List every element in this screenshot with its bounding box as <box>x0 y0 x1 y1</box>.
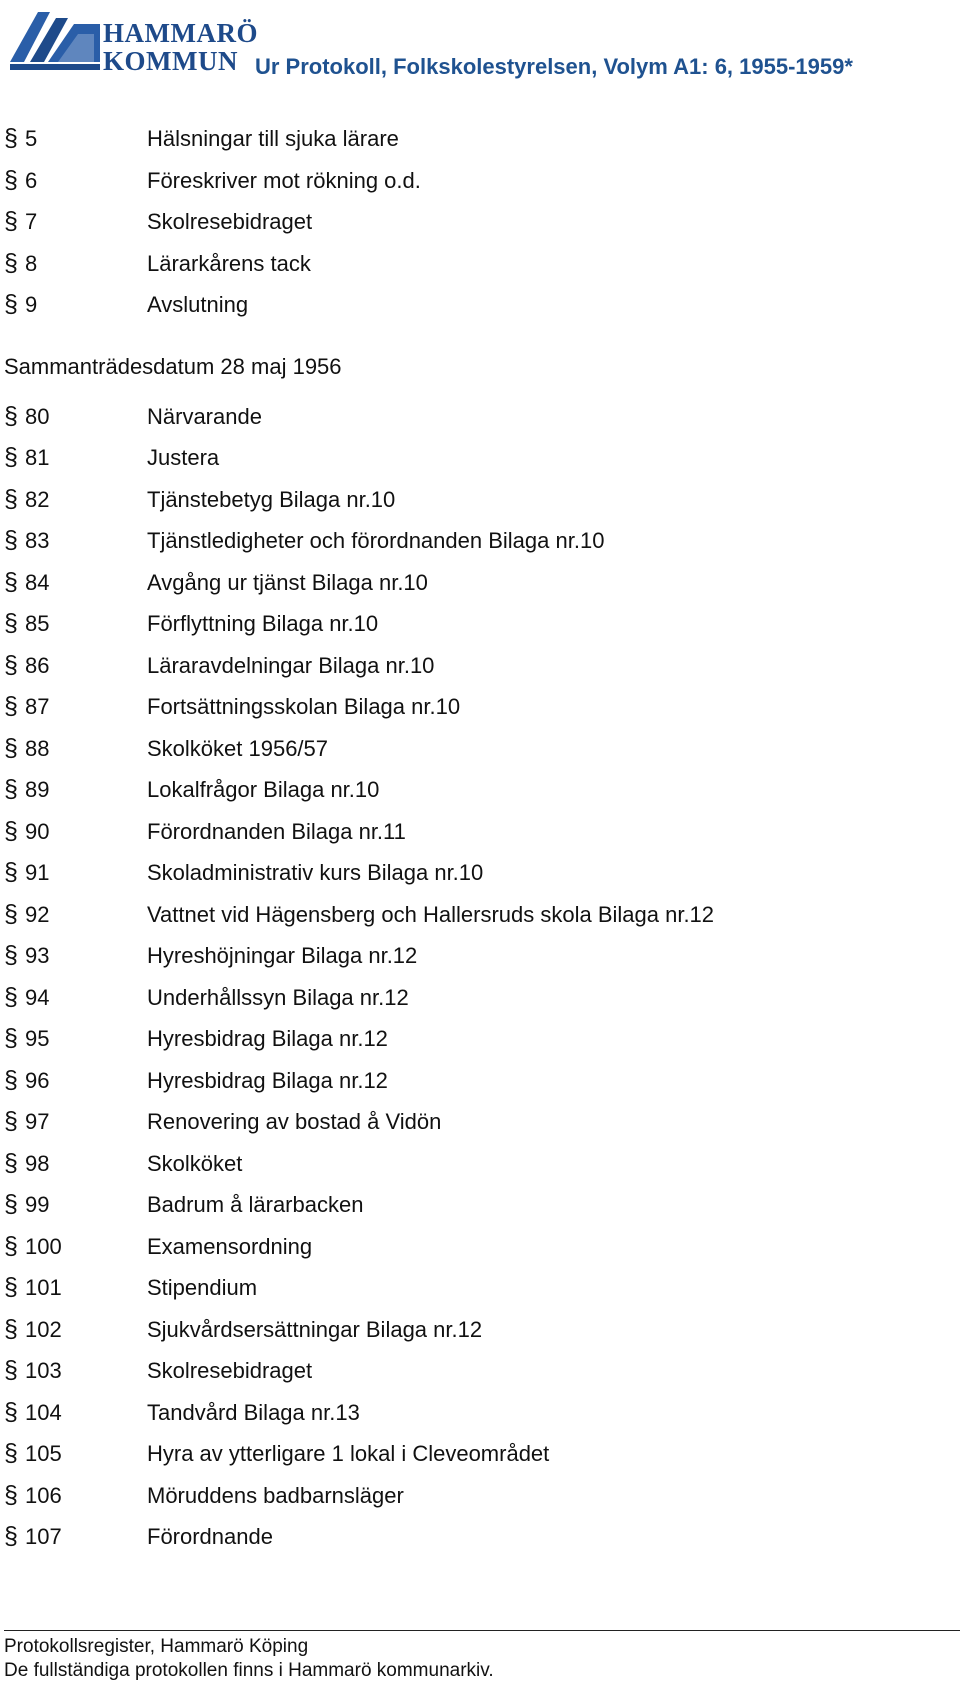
register-entry <box>0 1392 960 1434</box>
logo-text-kommun: KOMMUN <box>103 46 238 76</box>
entry-title: Renovering av bostad å Vidön <box>147 1109 442 1134</box>
entry-title: Skolresebidraget <box>147 1358 313 1383</box>
register-entry <box>0 160 960 202</box>
entry-number: 92 <box>25 901 50 927</box>
entry-title: Hyresbidrag Bilaga nr.12 <box>147 1026 388 1051</box>
footer-divider <box>4 1630 960 1631</box>
entry-number: 94 <box>25 984 50 1010</box>
section-symbol: § <box>4 484 18 513</box>
entry-title: Skolköket <box>147 1150 243 1176</box>
register-entry <box>0 1433 960 1475</box>
entry-title: Skolresebidraget <box>147 209 313 234</box>
section-symbol: § <box>4 692 18 720</box>
entry-number: 97 <box>25 1109 50 1134</box>
entry-number: 6 <box>25 167 38 193</box>
entry-title: Föreskriver mot rökning o.d. <box>147 167 421 193</box>
section-symbol: § <box>4 899 18 928</box>
entry-title: Justera <box>147 445 220 470</box>
register-entry <box>0 1516 960 1558</box>
register-entry <box>0 201 960 243</box>
register-entry <box>0 769 960 811</box>
entry-number: 102 <box>25 1316 62 1342</box>
register-entry <box>0 1267 960 1309</box>
register-entry <box>0 118 960 160</box>
section-symbol: § <box>4 443 18 471</box>
section-symbol: § <box>4 1231 18 1260</box>
entry-title: Avgång ur tjänst Bilaga nr.10 <box>147 569 428 595</box>
entry-title: Förflyttning Bilaga nr.10 <box>147 611 379 636</box>
entry-number: 87 <box>25 694 50 719</box>
section-symbol: § <box>4 609 18 637</box>
register-entry <box>0 728 960 770</box>
register-entry <box>0 1475 960 1517</box>
entry-number: 84 <box>25 569 50 595</box>
entry-number: 88 <box>25 735 50 761</box>
entry-number: 98 <box>25 1150 50 1176</box>
entry-number: 86 <box>25 652 50 678</box>
section-symbol: § <box>4 1065 18 1094</box>
entry-title: Hyreshöjningar Bilaga nr.12 <box>147 943 418 968</box>
entry-title: Vattnet vid Hägensberg och Hallersruds skola Bilaga nr.12 <box>147 901 715 927</box>
entry-title: Fortsättningsskolan Bilaga nr.10 <box>147 694 461 719</box>
section-symbol: § <box>4 1190 18 1218</box>
section-symbol: § <box>4 567 18 596</box>
entry-title: Tjänstebetyg Bilaga nr.10 <box>147 486 396 512</box>
entry-title: Underhållssyn Bilaga nr.12 <box>147 984 409 1010</box>
section-symbol: § <box>4 1273 18 1301</box>
logo-text-hammaro: HAMMARÖ <box>103 18 258 48</box>
municipality-logo <box>8 4 258 76</box>
footer-register-name: Protokollsregister, Hammarö Köping <box>4 1636 309 1657</box>
section-symbol: § <box>4 1107 18 1135</box>
register-entry <box>0 1184 960 1226</box>
entry-number: 93 <box>25 943 50 968</box>
entry-number: 82 <box>25 486 50 512</box>
register-entry <box>0 1101 960 1143</box>
entry-number: 85 <box>25 611 50 636</box>
entry-number: 8 <box>25 250 38 276</box>
entry-title: Tjänstledigheter och förordnanden Bilaga nr.10 <box>147 528 605 553</box>
register-entry <box>0 935 960 977</box>
section-symbol: § <box>4 1024 18 1052</box>
entry-title: Hyresbidrag Bilaga nr.12 <box>147 1067 388 1093</box>
entry-number: 5 <box>25 126 38 151</box>
entry-number: 83 <box>25 528 50 553</box>
entry-title: Möruddens badbarnsläger <box>147 1482 404 1508</box>
entry-number: 96 <box>25 1067 50 1093</box>
document-title: Ur Protokoll, Folkskolestyrelsen, Volym A1: 6, 1955-1959* <box>255 54 853 79</box>
entry-list-part1 <box>0 118 960 326</box>
entry-title: Examensordning <box>147 1233 313 1259</box>
section-symbol: § <box>4 1314 18 1343</box>
entry-title: Badrum å lärarbacken <box>147 1192 364 1217</box>
entry-number: 101 <box>25 1275 62 1300</box>
entry-title: Hyra av ytterligare 1 lokal i Cleveområdet <box>147 1441 550 1466</box>
entry-title: Skolköket 1956/57 <box>147 735 329 761</box>
entry-title: Skoladministrativ kurs Bilaga nr.10 <box>147 860 484 885</box>
section-symbol: § <box>4 401 18 430</box>
section-symbol: § <box>4 1480 18 1509</box>
entry-list-part2 <box>0 396 960 1558</box>
hammaro-emblem-icon <box>8 4 103 76</box>
entry-number: 9 <box>25 292 38 317</box>
entry-number: 107 <box>25 1524 62 1549</box>
entry-number: 91 <box>25 860 50 885</box>
section-symbol: § <box>4 165 18 194</box>
register-entry <box>0 603 960 645</box>
section-symbol: § <box>4 1397 18 1426</box>
entry-title: Sjukvårdsersättningar Bilaga nr.12 <box>147 1316 483 1342</box>
section-symbol: § <box>4 941 18 969</box>
entry-title: Läraravdelningar Bilaga nr.10 <box>147 652 435 678</box>
entry-number: 105 <box>25 1441 62 1466</box>
section-symbol: § <box>4 858 18 886</box>
register-entry <box>0 1226 960 1268</box>
section-symbol: § <box>4 982 18 1011</box>
register-entry <box>0 243 960 285</box>
register-entry <box>0 852 960 894</box>
section-symbol: § <box>4 816 18 845</box>
entry-number: 100 <box>25 1233 62 1259</box>
register-entry <box>0 645 960 687</box>
register-entry <box>0 479 960 521</box>
entry-number: 103 <box>25 1358 62 1383</box>
entry-title: Tandvård Bilaga nr.13 <box>147 1399 360 1425</box>
section-symbol: § <box>4 650 18 679</box>
entry-title: Lärarkårens tack <box>147 250 311 276</box>
entry-title: Närvarande <box>147 403 262 429</box>
section-symbol: § <box>4 526 18 554</box>
entry-number: 90 <box>25 818 50 844</box>
section-symbol: § <box>4 1148 18 1177</box>
register-entry <box>0 1350 960 1392</box>
entry-number: 81 <box>25 445 50 470</box>
entry-title: Förordnande <box>147 1524 273 1549</box>
entry-number: 106 <box>25 1482 62 1508</box>
meeting-date-heading: Sammanträdesdatum 28 maj 1956 <box>4 353 342 379</box>
section-symbol: § <box>4 290 18 318</box>
section-symbol: § <box>4 1522 18 1550</box>
entry-title: Lokalfrågor Bilaga nr.10 <box>147 777 380 802</box>
register-entry <box>0 686 960 728</box>
entry-title: Hälsningar till sjuka lärare <box>147 126 399 151</box>
section-symbol: § <box>4 1439 18 1467</box>
entry-title: Avslutning <box>147 292 249 317</box>
section-symbol: § <box>4 124 18 152</box>
entry-title: Förordnanden Bilaga nr.11 <box>147 818 406 844</box>
entry-number: 95 <box>25 1026 50 1051</box>
register-entry <box>0 977 960 1019</box>
entry-number: 99 <box>25 1192 50 1217</box>
register-entry <box>0 1060 960 1102</box>
register-entry <box>0 396 960 438</box>
section-symbol: § <box>4 207 18 235</box>
page-header <box>0 0 960 90</box>
section-symbol: § <box>4 1356 18 1384</box>
register-entry <box>0 437 960 479</box>
entry-number: 80 <box>25 403 50 429</box>
register-entry <box>0 520 960 562</box>
section-symbol: § <box>4 775 18 803</box>
protocol-register-list <box>0 118 960 1558</box>
entry-number: 89 <box>25 777 50 802</box>
entry-number: 104 <box>25 1399 62 1425</box>
register-entry <box>0 1018 960 1060</box>
section-symbol: § <box>4 248 18 277</box>
register-entry <box>0 811 960 853</box>
register-entry <box>0 1309 960 1351</box>
register-entry <box>0 562 960 604</box>
register-entry <box>0 1143 960 1185</box>
section-symbol: § <box>4 733 18 762</box>
entry-title: Stipendium <box>147 1275 258 1300</box>
register-entry <box>0 284 960 326</box>
entry-number: 7 <box>25 209 38 234</box>
footer-archive-note: De fullständiga protokollen finns i Hammarö kommunarkiv. <box>4 1660 494 1681</box>
register-entry <box>0 894 960 936</box>
